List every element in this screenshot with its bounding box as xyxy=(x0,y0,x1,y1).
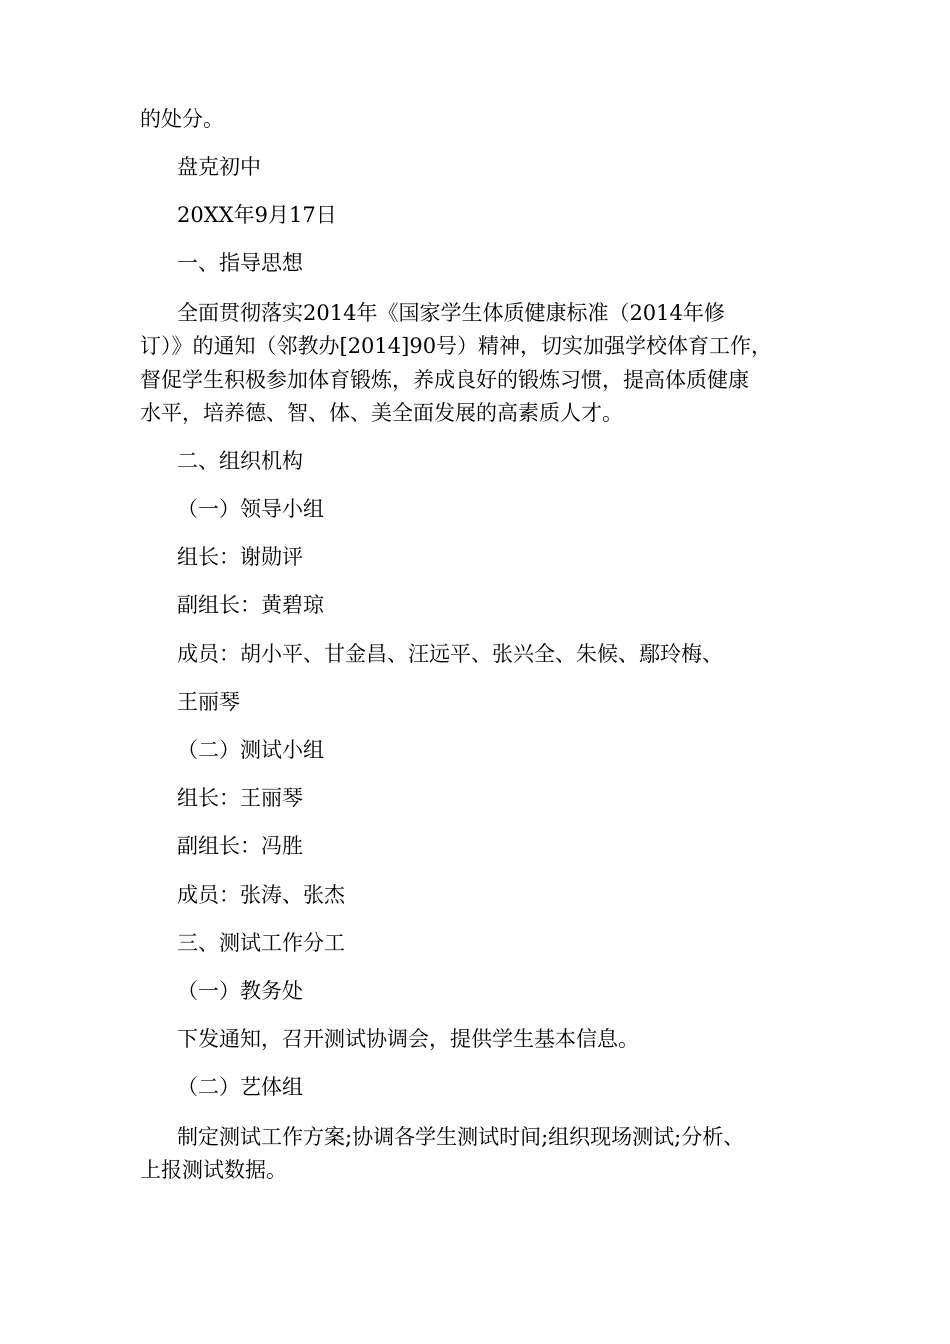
text-line: 的处分。 xyxy=(140,107,224,131)
paragraph-line: 订）》的通知（邻教办[2014]90号）精神，切实加强学校体育工作， xyxy=(140,334,773,358)
signature-date: 20XX年9月17日 xyxy=(177,203,337,227)
text-line: 下发通知，召开测试协调会，提供学生基本信息。 xyxy=(177,1027,639,1051)
section-heading: 二、组织机构 xyxy=(177,449,303,473)
subsection-heading: （二）测试小组 xyxy=(177,738,324,762)
text-line: 组长：谢勋评 xyxy=(177,545,303,569)
paragraph-line: 上报测试数据。 xyxy=(140,1158,287,1182)
text-line: 副组长：冯胜 xyxy=(177,834,303,858)
text-line: 组长：王丽琴 xyxy=(177,786,303,810)
text-line: 成员：胡小平、甘金昌、汪远平、张兴全、朱候、鄢玲梅、 xyxy=(177,642,723,666)
text-line: 王丽琴 xyxy=(177,690,240,714)
text-line: 成员：张涛、张杰 xyxy=(177,883,345,907)
subsection-heading: （一）教务处 xyxy=(177,979,303,1003)
paragraph-line: 全面贯彻落实2014年《国家学生体质健康标准（2014年修 xyxy=(177,301,725,325)
text-line: 副组长：黄碧琼 xyxy=(177,593,324,617)
subsection-heading: （一）领导小组 xyxy=(177,497,324,521)
paragraph-line: 制定测试工作方案;协调各学生测试时间;组织现场测试;分析、 xyxy=(177,1125,745,1149)
section-heading: 一、指导思想 xyxy=(177,251,303,275)
subsection-heading: （二）艺体组 xyxy=(177,1075,303,1099)
paragraph-line: 水平，培养德、智、体、美全面发展的高素质人才。 xyxy=(140,401,623,425)
signature-school: 盘克初中 xyxy=(177,155,261,179)
section-heading: 三、测试工作分工 xyxy=(177,931,345,955)
paragraph-line: 督促学生积极参加体育锻炼，养成良好的锻炼习惯，提高体质健康 xyxy=(140,368,749,392)
